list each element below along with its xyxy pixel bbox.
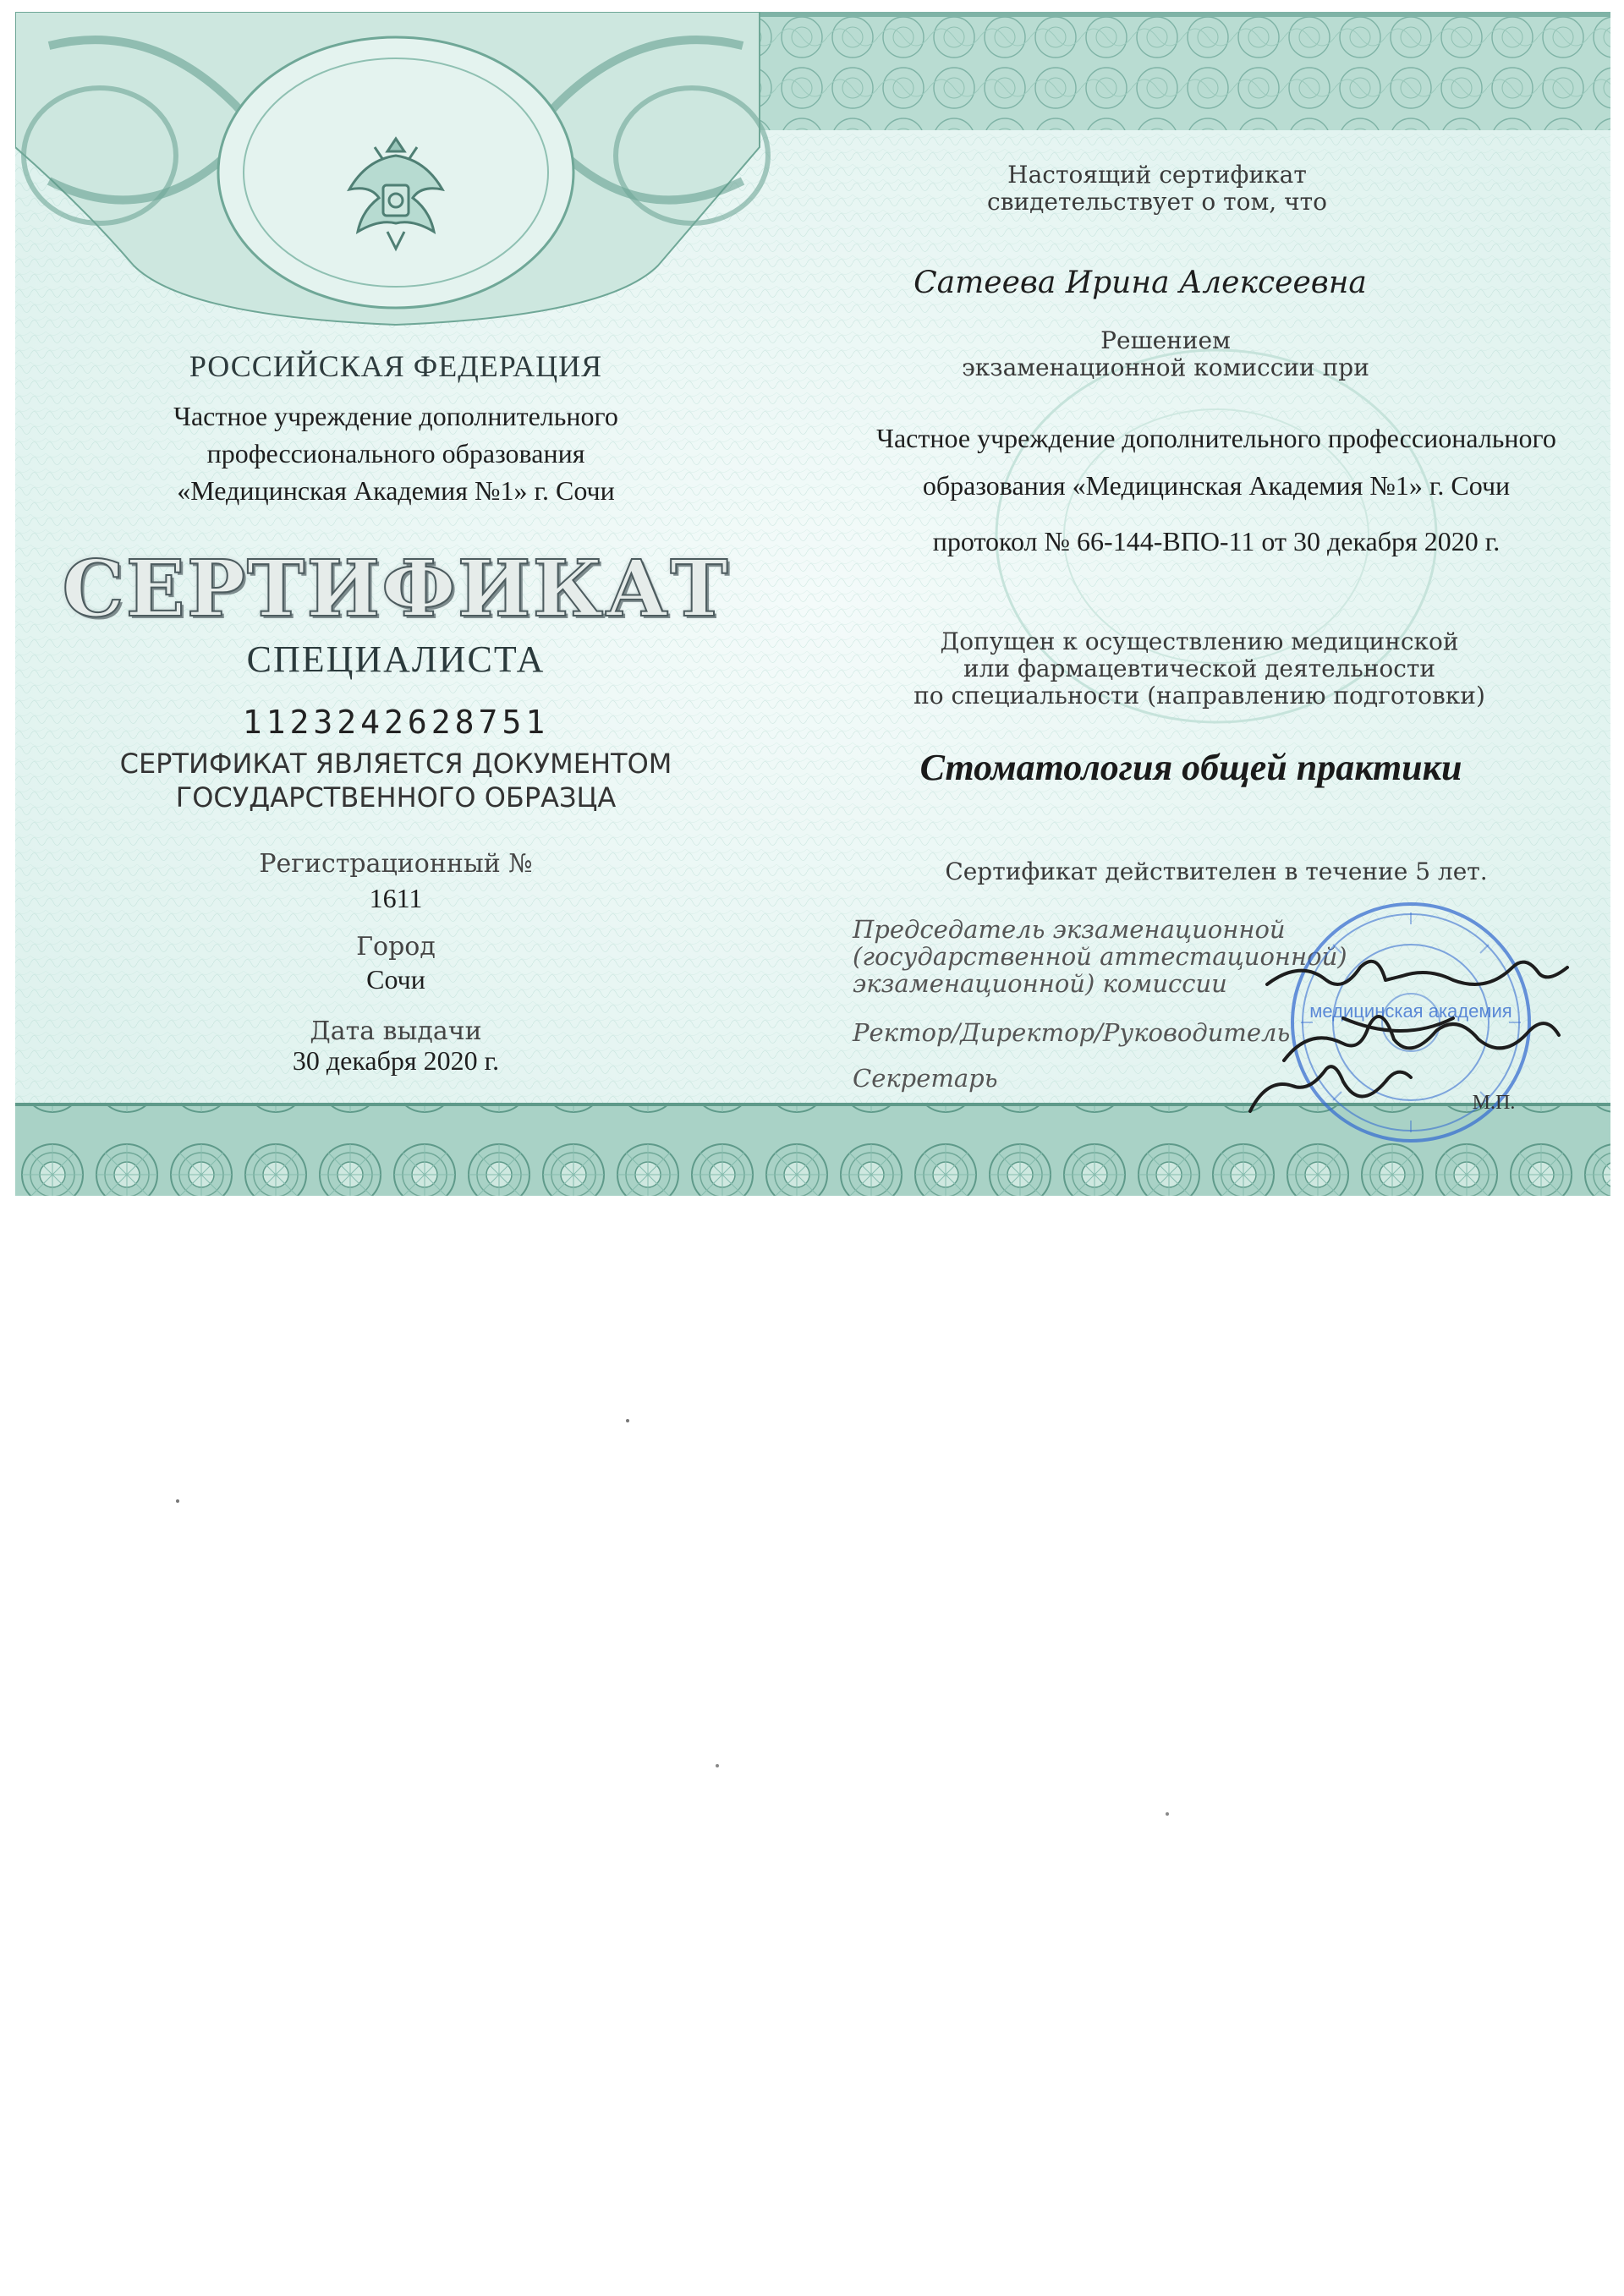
issuer-org-line-2: профессионального образования xyxy=(206,438,585,469)
coat-of-arms-icon xyxy=(324,122,468,266)
decision-line-2: экзаменационной комиссии при xyxy=(962,353,1369,381)
chair-label-line-1: Председатель экзаменационной xyxy=(853,915,1286,944)
chair-label-line-2: (государственной аттестационной) xyxy=(853,942,1347,971)
rector-label: Ректор/Директор/Руководитель xyxy=(853,1018,1291,1047)
country-name: РОССИЙСКАЯ ФЕДЕРАЦИЯ xyxy=(189,349,603,383)
stamp-text: медицинская академия xyxy=(1309,1000,1512,1022)
protocol-number: протокол № 66-144-ВПО-11 от 30 декабря 2020 г. xyxy=(932,526,1501,556)
registration-label: Регистрационный № xyxy=(259,849,533,879)
issuer-org-line-3: «Медицинская Академия №1» г. Сочи xyxy=(177,475,615,506)
city-label: Город xyxy=(356,932,436,962)
certificate-title: СЕРТИФИКАТ xyxy=(62,543,730,634)
registration-number: 1611 xyxy=(369,883,423,913)
validity-statement: Сертификат действителен в течение 5 лет. xyxy=(945,858,1488,885)
holder-name: Сатеева Ирина Алексеевна xyxy=(914,266,1367,300)
issue-date-label: Дата выдачи xyxy=(310,1016,482,1046)
specialty-name: Стоматология общей практики xyxy=(919,747,1462,788)
document-note-line-1: СЕРТИФИКАТ ЯВЛЯЕТСЯ ДОКУМЕНТОМ xyxy=(119,748,672,780)
chair-label-line-3: экзаменационной) комиссии xyxy=(853,969,1227,998)
admission-line-2: или фармацевтической деятельности xyxy=(963,655,1436,682)
intro-line-2: свидетельствует о том, что xyxy=(987,188,1327,216)
document-note-line-2: ГОСУДАРСТВЕННОГО ОБРАЗЦА xyxy=(175,781,617,814)
certificate-serial-number: 1123242628751 xyxy=(242,704,550,741)
committee-org-line-1: Частное учреждение дополнительного профессионального xyxy=(876,423,1556,453)
city-value: Сочи xyxy=(366,964,425,995)
signatures xyxy=(1233,934,1588,1137)
stamp-mark: М.П. xyxy=(1472,1092,1516,1114)
decision-line-1: Решением xyxy=(1100,326,1231,354)
secretary-label: Секретарь xyxy=(853,1064,998,1093)
intro-line-1: Настоящий сертификат xyxy=(1007,161,1307,189)
admission-line-1: Допущен к осуществлению медицинской xyxy=(940,627,1459,655)
issue-date-value: 30 декабря 2020 г. xyxy=(292,1045,500,1076)
certificate xyxy=(15,12,1610,1196)
issuer-org-line-1: Частное учреждение дополнительного xyxy=(173,401,618,431)
certificate-subtitle: СПЕЦИАЛИСТА xyxy=(246,638,546,680)
committee-org-line-2: образования «Медицинская Академия №1» г. Сочи xyxy=(922,470,1511,501)
admission-line-3: по специальности (направлению подготовки) xyxy=(914,682,1485,710)
